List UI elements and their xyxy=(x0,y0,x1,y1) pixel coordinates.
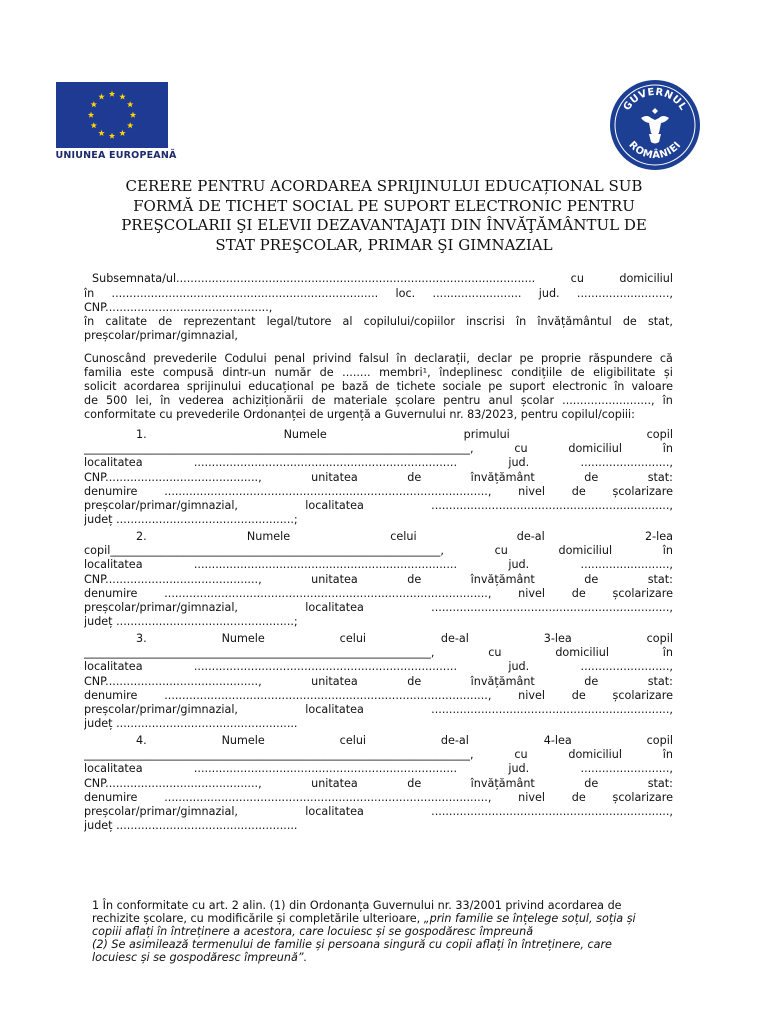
word: denumire xyxy=(84,790,138,804)
word: școlare xyxy=(395,394,436,407)
word: jud. xyxy=(508,660,530,674)
word: ........................., xyxy=(580,558,673,572)
word: de xyxy=(571,586,586,600)
word: ..................................................................., xyxy=(431,601,673,614)
word: Numele xyxy=(221,734,265,747)
word: ..........................................................................................., xyxy=(164,688,492,702)
declaration-line-3 xyxy=(84,380,673,394)
word: lei, xyxy=(135,394,153,407)
word: stat: xyxy=(647,674,673,688)
word: de xyxy=(407,674,422,688)
word: copil xyxy=(646,632,673,645)
document-title xyxy=(92,177,676,255)
word: domiciliul xyxy=(558,544,613,558)
word: în xyxy=(396,352,407,365)
word: declar xyxy=(477,352,513,365)
word: denumire xyxy=(84,688,138,702)
word: în xyxy=(662,394,673,407)
word: 2-lea xyxy=(644,530,673,543)
word: în xyxy=(662,646,673,660)
word: copilului/copiilor xyxy=(363,315,455,328)
word: școlarizare xyxy=(612,790,673,804)
word: răspundere xyxy=(588,352,653,365)
child-2-line-5 xyxy=(84,587,673,601)
word: calitate xyxy=(105,315,148,328)
word: preșcolar/primar/gimnazial, xyxy=(84,805,238,818)
child-1-line-3 xyxy=(84,456,673,470)
word: ..................................................................., xyxy=(431,805,673,818)
word: CNP..........................................., xyxy=(84,674,262,688)
word: 3. xyxy=(136,632,147,645)
word: pe xyxy=(488,380,503,393)
word: pentru xyxy=(443,394,481,407)
child-3-line-3 xyxy=(84,660,673,674)
word: și xyxy=(663,366,673,379)
word: .......................................................................... xyxy=(193,660,458,674)
word: .......................................................................... xyxy=(193,762,458,776)
intro-line-3: CNP.............................................., xyxy=(84,301,273,314)
child-4-line-7: județ ................................................... xyxy=(84,819,298,833)
word: 1. xyxy=(136,428,147,441)
footnote-line-4: (2) Se asimilează termenului de familie și persoana singură cu copii aflați în întreținere, care xyxy=(92,938,612,951)
word: învățământ xyxy=(470,470,535,484)
word: achiziționării xyxy=(232,394,304,407)
footnote-line-1: 1 În conformitate cu art. 2 alin. (1) din Ordonanța Guvernului nr. 33/2001 privind acordarea de xyxy=(92,899,622,912)
word: ..........................................................................................., xyxy=(164,790,492,804)
word: denumire xyxy=(84,484,138,498)
word: pe xyxy=(519,352,534,365)
title-line: CERERE PENTRU ACORDAREA SPRIJINULUI EDUCAȚIONAL SUB xyxy=(125,177,643,195)
child-3-line-4 xyxy=(84,675,673,689)
word: număr xyxy=(274,366,312,379)
word: Subsemnata/ul..................................................................................................... xyxy=(92,272,536,285)
word: îndeplinesc xyxy=(439,366,503,379)
word: nivel xyxy=(518,790,545,804)
child-1-line-2 xyxy=(84,442,673,456)
word: de xyxy=(158,315,173,328)
word: al xyxy=(342,315,353,328)
word: de xyxy=(571,484,586,498)
word: CNP..........................................., xyxy=(84,776,262,790)
word: sprijinului xyxy=(186,380,242,393)
word: preșcolar/primar/gimnazial, xyxy=(84,499,238,512)
word: unitatea xyxy=(311,674,358,688)
word: unitatea xyxy=(311,572,358,586)
child-1-line-4 xyxy=(84,471,673,485)
word: școlarizare xyxy=(612,484,673,498)
footnote-line-2 xyxy=(92,912,682,925)
word: ......................... xyxy=(432,287,522,300)
word: _____________________________________________________________________, xyxy=(84,442,474,456)
word: acordarea xyxy=(123,380,180,393)
word: în xyxy=(662,442,673,456)
word: familia xyxy=(84,366,122,379)
word: localitatea xyxy=(305,805,364,818)
word: localitatea xyxy=(305,499,364,512)
word: 4-lea xyxy=(543,734,572,747)
word: celui xyxy=(339,632,367,645)
word: .......................................................................... xyxy=(193,558,458,572)
word: denumire xyxy=(84,586,138,600)
word: localitatea xyxy=(305,601,364,614)
word: stat: xyxy=(647,572,673,586)
footnote-line-5: locuiesc și se gospodăresc împreună”. xyxy=(92,951,308,964)
child-4-line-1 xyxy=(84,734,673,748)
word: anul xyxy=(488,394,513,407)
word: învățământ xyxy=(470,572,535,586)
seal-text-bottom: ROMÂNIEI xyxy=(626,139,684,162)
romanian-government-seal-icon xyxy=(608,78,702,172)
child-4-line-2 xyxy=(84,748,673,762)
child-2-line-1 xyxy=(84,530,673,544)
word: ..........................................................................................., xyxy=(164,586,492,600)
word: membri¹, xyxy=(379,366,431,379)
word: domiciliul xyxy=(568,442,622,456)
eu-label: UNIUNEA EUROPEANĂ xyxy=(55,150,177,161)
child-4-line-3 xyxy=(84,762,673,776)
word: pe xyxy=(320,380,335,393)
word: de xyxy=(84,394,98,407)
eu-flag-icon xyxy=(56,82,168,148)
child-3-line-2 xyxy=(84,646,673,660)
word: cu xyxy=(494,544,508,558)
word: ........................., xyxy=(580,660,673,674)
word: penal xyxy=(274,352,306,365)
child-3-line-5 xyxy=(84,689,673,703)
word: preșcolar/primar/gimnazial, xyxy=(84,601,238,614)
word: ........ xyxy=(342,366,371,379)
intro-line-5: preșcolar/primar/gimnazial, xyxy=(84,329,238,342)
word: de xyxy=(311,394,326,407)
word: de xyxy=(584,674,599,688)
word: inscrisi xyxy=(466,315,505,328)
word: de xyxy=(584,470,599,484)
word: nivel xyxy=(518,586,545,600)
word: Numele xyxy=(283,428,327,441)
word: localitatea xyxy=(84,762,143,776)
word: prevederile xyxy=(153,352,217,365)
word: localitatea xyxy=(305,703,364,716)
child-1-line-6 xyxy=(84,499,673,513)
child-2-line-6 xyxy=(84,601,673,615)
word: dintr-un xyxy=(222,366,267,379)
word: jud. xyxy=(538,287,560,300)
word: CNP..........................................., xyxy=(84,572,262,586)
word: preșcolar/primar/gimnazial, xyxy=(84,703,238,716)
word: de-al xyxy=(440,632,469,645)
word: cu xyxy=(570,272,584,285)
word: suport xyxy=(509,380,546,393)
child-3-line-6 xyxy=(84,703,673,717)
word: primului xyxy=(463,428,510,441)
word: vederea xyxy=(178,394,225,407)
word: .......................................................................... xyxy=(193,456,458,470)
word: nivel xyxy=(518,484,545,498)
word: de-al xyxy=(516,530,545,543)
word: învățământ xyxy=(470,674,535,688)
word: de xyxy=(584,776,599,790)
word: de xyxy=(407,572,422,586)
word: școlarizare xyxy=(612,586,673,600)
word: ........................., xyxy=(562,394,655,407)
word: stat, xyxy=(647,315,673,328)
child-4-line-5 xyxy=(84,791,673,805)
word: CNP..........................................., xyxy=(84,470,262,484)
word: de xyxy=(407,470,422,484)
word: de xyxy=(584,572,599,586)
word: 500 xyxy=(106,394,128,407)
word: de xyxy=(571,688,586,702)
word: stat: xyxy=(647,776,673,790)
child-3-line-7: județ ................................................... xyxy=(84,717,298,731)
intro-line-4 xyxy=(84,315,673,329)
child-2-line-3 xyxy=(84,558,673,572)
word: falsul xyxy=(358,352,389,365)
word: copil xyxy=(646,734,673,747)
word: în xyxy=(84,287,95,300)
word: este xyxy=(130,366,155,379)
word: nivel xyxy=(518,688,545,702)
word: domiciliul xyxy=(555,646,609,660)
word: .........................., xyxy=(576,287,673,300)
word: Cunoscând xyxy=(84,352,146,365)
word: proprie xyxy=(541,352,582,365)
word: jud. xyxy=(508,558,530,572)
word: în xyxy=(84,315,95,328)
word: în xyxy=(614,380,625,393)
word: educațional xyxy=(248,380,314,393)
declaration-line-5: conformitate cu prevederile Ordonanței de urgență a Guvernului nr. 83/2023, pentru copilul/copiii: xyxy=(84,408,635,421)
word: domiciliul xyxy=(568,748,622,762)
word: în xyxy=(160,394,171,407)
child-1-line-1 xyxy=(84,428,673,442)
word: celui xyxy=(339,734,367,747)
word: cu xyxy=(488,646,502,660)
word: compusă xyxy=(162,366,214,379)
word: cu xyxy=(514,442,528,456)
word: în xyxy=(662,544,673,558)
word: copil___________________________________________________________, xyxy=(84,544,444,558)
declaration-line-2 xyxy=(84,366,673,380)
word: materiale xyxy=(333,394,388,407)
child-2-line-2 xyxy=(84,544,673,558)
word: 2. xyxy=(136,530,147,543)
word: Numele xyxy=(221,632,265,645)
word: ..................................................................., xyxy=(431,703,673,716)
word: solicit xyxy=(84,380,117,393)
word: 4. xyxy=(136,734,147,747)
word: localitatea xyxy=(84,660,143,674)
word: tichete xyxy=(396,380,436,393)
word: de xyxy=(407,776,422,790)
title-line: STAT PREŞCOLAR, PRIMAR ŞI GIMNAZIAL xyxy=(215,235,553,254)
word: că xyxy=(659,352,673,365)
word: cu xyxy=(514,748,528,762)
word: ..................................................................., xyxy=(431,499,673,512)
word: ........................., xyxy=(580,762,673,776)
word: valoare xyxy=(631,380,673,393)
word: școlar xyxy=(520,394,555,407)
word: unitatea xyxy=(311,470,358,484)
word: ______________________________________________________________, xyxy=(84,646,435,660)
title-line: FORMĂ DE TICHET SOCIAL PE SUPORT ELECTRONIC PENTRU xyxy=(133,196,635,215)
word: localitatea xyxy=(84,456,143,470)
word: reprezentant xyxy=(183,315,256,328)
word: 3-lea xyxy=(543,632,572,645)
child-2-line-4 xyxy=(84,573,673,587)
word: jud. xyxy=(508,762,530,776)
word: în xyxy=(662,748,673,762)
intro-line-2 xyxy=(84,287,673,301)
footnote-plain: rechizite școlare, cu modificările și completările ulterioare, xyxy=(92,912,424,925)
word: de xyxy=(622,315,637,328)
word: electronic xyxy=(552,380,608,393)
word: condițiile xyxy=(511,366,563,379)
footnote-italic: „prin familie se înțelege soțul, soția și xyxy=(423,912,636,925)
word: copil xyxy=(646,428,673,441)
word: declarații, xyxy=(414,352,470,365)
title-line: PREŞCOLARII ŞI ELEVII DEZAVANTAJAŢI DIN ÎNVĂŢĂMÂNTUL DE xyxy=(121,216,647,234)
word: de xyxy=(319,366,334,379)
seal-text-top: GUVERNUL xyxy=(621,86,689,113)
child-1-line-5 xyxy=(84,485,673,499)
word: unitatea xyxy=(311,776,358,790)
word: ........................................................................... xyxy=(111,287,379,300)
intro-line-1 xyxy=(84,272,673,286)
word: școlarizare xyxy=(612,688,673,702)
child-4-line-6 xyxy=(84,805,673,819)
word: privind xyxy=(312,352,352,365)
child-1-line-7: județ ..................................................; xyxy=(84,513,298,527)
word: în xyxy=(516,315,527,328)
word: legal/tutore xyxy=(266,315,332,328)
word: Codului xyxy=(224,352,267,365)
word: de xyxy=(570,366,585,379)
word: localitatea xyxy=(84,558,143,572)
word: bază xyxy=(341,380,369,393)
word: ........................., xyxy=(580,456,673,470)
word: loc. xyxy=(395,287,416,300)
word: învățământ xyxy=(470,776,535,790)
child-2-line-7: județ ..................................................; xyxy=(84,615,298,629)
word: învățământul xyxy=(537,315,612,328)
footnote-line-3: copiii aflați în întreținere a acestora, care locuiesc și se gospodăresc împreună xyxy=(92,925,534,938)
word: Numele xyxy=(246,530,291,543)
word: eligibilitate xyxy=(593,366,656,379)
word: celui xyxy=(390,530,417,543)
child-4-line-4 xyxy=(84,777,673,791)
word: jud. xyxy=(508,456,530,470)
eu-logo xyxy=(52,82,180,166)
word: _____________________________________________________________________, xyxy=(84,748,474,762)
word: ..........................................................................................., xyxy=(164,484,492,498)
word: stat: xyxy=(647,470,673,484)
child-3-line-1 xyxy=(84,632,673,646)
declaration-line-1 xyxy=(84,352,673,366)
word: de xyxy=(375,380,390,393)
declaration-line-4 xyxy=(84,394,673,408)
word: domiciliul xyxy=(619,272,673,285)
word: de xyxy=(571,790,586,804)
word: de-al xyxy=(440,734,469,747)
word: sociale xyxy=(442,380,482,393)
